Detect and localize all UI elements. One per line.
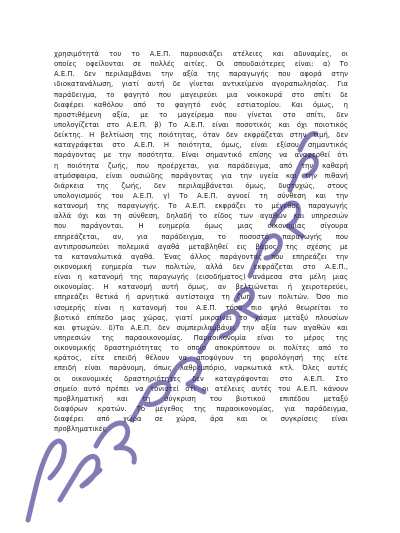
text-line: η ποιότητα ζωής, που προέρχεται, για παράδειγμα, από την καθαρή <box>54 161 348 170</box>
text-line: υπολογίζεται στο Α.Ε.Π. β) Το Α.Ε.Π. είναι ποσοτικός και όχι ποιοτικός <box>54 120 348 129</box>
text-line: ισομερής είναι η κατανομή του Α.Ε.Π. τόσο πιο ψηλό θεωρείται το <box>54 303 348 312</box>
text-line: τα καταναλωτικά αγαθά. Ένας άλλος παράγοντας που επηρεάζει την <box>54 252 348 261</box>
text-line: επηρεάζεται, αν, για παράδειγμα, το ποσοστό παραγωγής που <box>54 232 348 241</box>
text-line: υπολογισμούς του Α.Ε.Π. γ) Το Α.Ε.Π. αγνοεί τη σύνθεση και την <box>54 191 348 200</box>
text-line: προστιθέμενη αξία, με το μαγείρεμα που γίνεται στο σπίτι, δεν <box>54 110 348 119</box>
body-paragraph <box>54 49 348 434</box>
text-line: οικονομίας. Η κατανομή αυτή όμως, αν βελτιώνεται ή χειροτερεύει, <box>54 283 348 292</box>
text-line: προβληματικές <box>54 425 107 434</box>
text-line: επειδή είναι παράνομη, όπως λαθρεμπόριο, ναρκωτικά κτλ. Όλες αυτές <box>54 364 348 373</box>
text-line: προβληματική και τη σύγκριση του βιοτικού επιπέδου μεταξύ <box>54 394 348 403</box>
text-line: οικονομική ευημερία των πολιτών, αλλά δεν εκφράζεται στο Α.Ε.Π., <box>54 262 348 271</box>
text-line: υπηρεσιών της παραοικονομίας. Παραοικονομία είναι το μέρος της <box>54 333 348 342</box>
text-line: παράγοντας με την ποσότητα. Είναι σημαντικό επίσης να αναφερθεί ότι <box>54 151 348 160</box>
text-line: διαφέρει καθόλου από το φαγητό ενός εστιατορίου. Και όμως, η <box>54 100 348 109</box>
text-line: δείκτης. Η βελτίωση της ποιότητας, όταν δεν εκφράζεται στην τιμή, δεν <box>54 131 348 140</box>
text-line: επηρεάζει θετικά ή αρνητικά αντίστοιχα τη ζωή των πολιτών. Όσο πιο <box>54 293 348 302</box>
text-line: ατμόσφαιρα, είναι ουσιώδης παράγοντας για την υγεία και την πιθανή <box>54 171 348 180</box>
text-line: βιοτικό επίπεδο μιας χώρας, γιατί μικραίνει το χάσμα μεταξύ πλουσίων <box>54 313 348 322</box>
text-line: αλλά όχι και τη σύνθεση, δηλαδή το είδος των αγαθών και υπηρεσιών <box>54 212 348 221</box>
watermark-stroke <box>60 456 100 500</box>
text-line: οποίες οφείλονται σε πολλές αιτίες. Οι σπουδαιότερες είναι: α) Το <box>54 60 348 69</box>
text-line: χρησιμότητά του το Α.Ε.Π. παρουσιάζει ατέλειες και αδυναμίες, οι <box>54 50 348 58</box>
text-line: που παράγονται. Η ευημερία όμως μιας οικονομίας σίγουρα <box>54 222 348 231</box>
watermark-stroke <box>28 441 64 520</box>
text-line: είναι η κατανομή της παραγωγής (εισοδήματος) ανάμεσα στα μέλη μιας <box>54 273 348 282</box>
text-line: Α.Ε.Π. δεν περιλαμβάνει την αξία της παραγωγής που αφορά στην <box>54 70 348 79</box>
text-line: καταγράφεται στο Α.Ε.Π. Η ποιότητα, όμως, είναι εξίσου σημαντικός <box>54 141 348 150</box>
text-line: κατανομή της παραγωγής. Το Α.Ε.Π. εκφράζει το μέγεθος παραγωγής <box>54 202 348 211</box>
text-line: διαφέρει από χώρα σε χώρα, άρα και οι συγκρίσεις είναι <box>54 415 348 424</box>
text-line: παράδειγμα, το φαγητό που μαγειρεύει μια νοικοκυρά στο σπίτι δε <box>54 90 348 99</box>
text-line: σημείο αυτό πρέπει να τονιστεί ότι οι ατέλειες αυτές του Α.Ε.Π. κάνουν <box>54 384 348 393</box>
text-line: ιδιοκατανάλωση, γιατί αυτή δε γίνεται αντικείμενο αγοραπωλησίας. Για <box>54 80 348 89</box>
text-line: οικονομικής δραστηριότητας το οποίο αποκρύπτουν οι πολίτες από το <box>54 344 348 353</box>
text-line: και φτωχών. δ)Το Α.Ε.Π. δεν συμπεριλαμβάνει την αξία των αγαθών και <box>54 323 348 332</box>
text-line: διάρκεια της ζωής, δεν περιλαμβάνεται όμως, δυστυχώς, στους <box>54 181 348 190</box>
text-line: διαφόρων κρατών. Το μέγεθος της παραοικονομίας, για παράδειγμα, <box>54 404 348 413</box>
text-line: αντιπροσωπεύει πολεμικά αγαθά μεταβληθεί εις βάρος της σχέσης με <box>54 242 348 251</box>
text-line: οι οικονομικές δραστηριότητες δεν καταγράφονται στο Α.Ε.Π. Στο <box>54 374 348 383</box>
text-line: κράτος, είτε επειδή θέλουν να αποφύγουν τη φορολόγησή της είτε <box>54 354 348 363</box>
